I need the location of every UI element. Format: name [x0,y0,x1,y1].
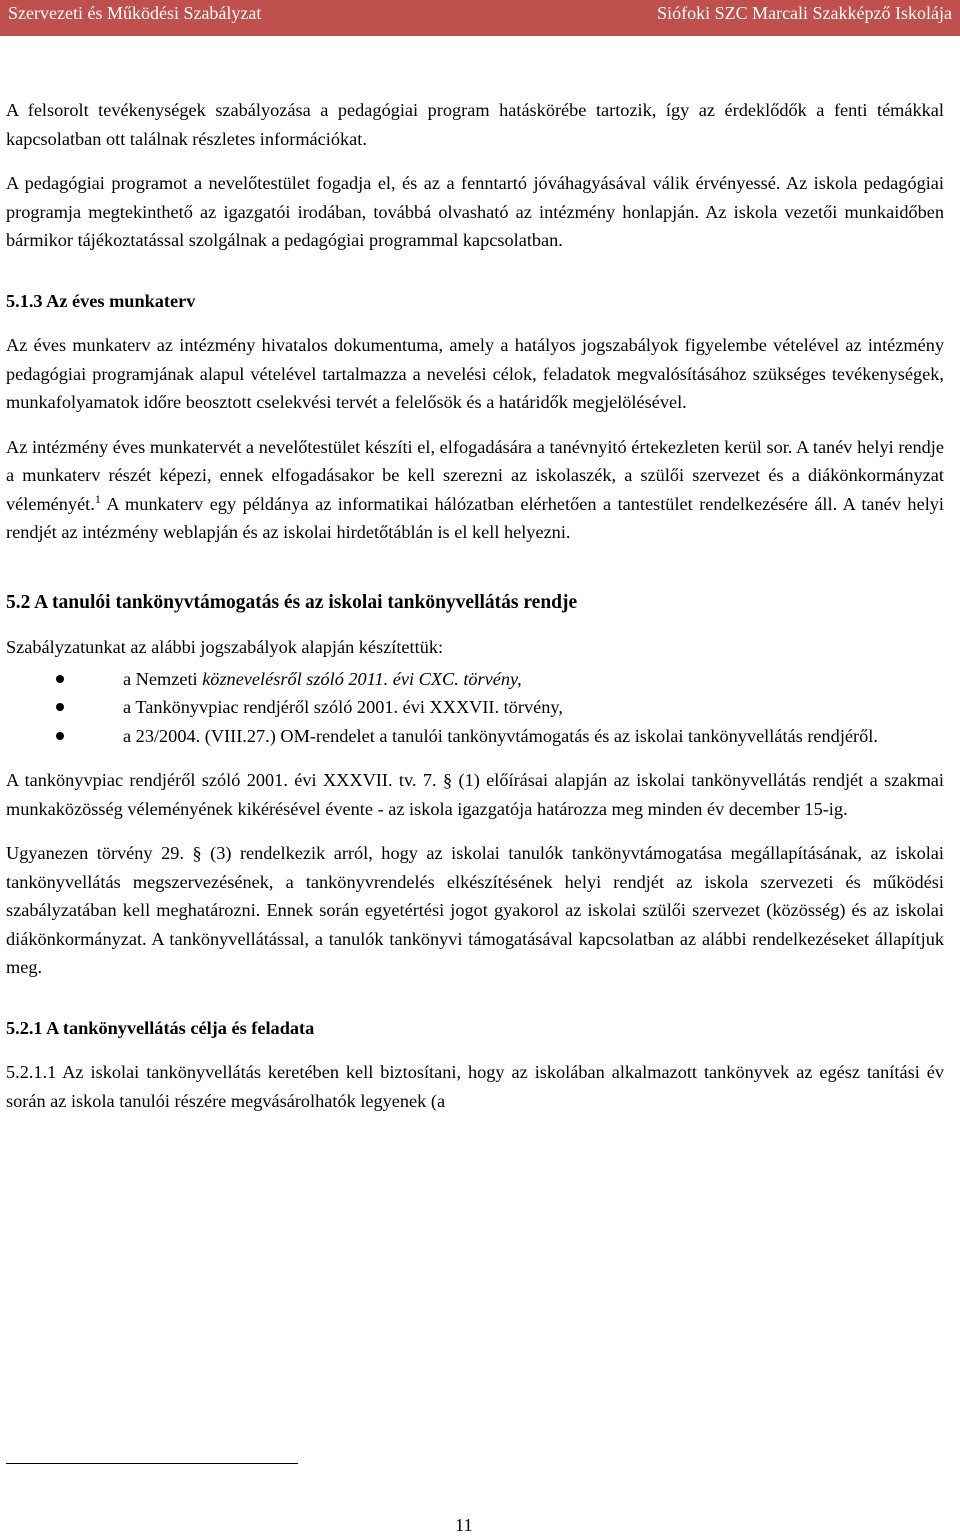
heading-textbook-supply: 5.2 A tanulói tankönyvtámogatás és az iskolai tankönyvellátás rendje [6,591,578,613]
law-list-item: a Tankönyvpiac rendjéről szóló 2001. évi XXXVII. törvény, [6,693,944,722]
law-item-prefix: a Nemzeti [123,668,203,689]
paragraph-textbook-market-law: A tankönyvpiac rendjéről szóló 2001. évi XXXVII. tv. 7. § (1) előírásai alapján az iskolai tankönyvellátás rendjét a szakmai munkaközösség véleményének kikérésével évente - az iskola igazgatója határozza meg minden év december 15-ig. [6,770,944,819]
paragraph-activities: A felsorolt tevékenységek szabályozása a pedagógiai program hatáskörébe tartozik, így az érdeklődők a fenti témákkal kapcsolatban ott találnak részletes információkat. [6,100,944,149]
paragraph-textbook-supply-goal: 5.2.1.1 Az iskolai tankönyvellátás keretében kell biztosítani, hogy az iskolában alkalmazott tankönyvek az egész tanítási év során az iskola tanulói részére megvásárolhatók legyenek (a [6,1062,944,1111]
paragraph-work-plan-adoption [6,433,944,547]
footnote-separator [6,1463,298,1464]
law-item-title: köznevelésről szóló 2011. évi CXC. törvény, [202,668,522,689]
page-number: 11 [455,1515,473,1535]
work-plan-adoption-text: Az intézmény éves munkatervét a nevelőtestület készíti el, elfogadására a tanévnyitó értekezleten kerül sor. A tanév helyi rendje a munkaterv részét képezi, ennek elfogadásakor be kell szerezni az iskolaszék, a szülői szervezet és a diákönkormányzat véleményét. [6,436,944,514]
header-school-name: Siófoki SZC Marcali Szakképző Iskolája [657,3,952,23]
footnote-reference[interactable]: 1 [94,491,101,506]
paragraph-work-plan-definition: Az éves munkaterv az intézmény hivatalos dokumentuma, amely a hatályos jogszabályok figyelembe vételével az intézmény pedagógiai programjának alapul vételével tartalmazza a nevelési célok, feladatok megvalósításához szükséges tevékenységek, munkafolyamatok időre beosztott cselekvési tervét a felelősök és a határidők megjelölésével. [6,335,944,412]
law-list [6,665,944,751]
paragraph-regulation-intro: Szabályzatunkat az alábbi jogszabályok alapján készítettük: [6,637,444,657]
work-plan-availability-text: A munkaterv egy példánya az informatikai hálózatban elérhetően a tantestület rendelkezésére áll. A tanév helyi rendjét az intézmény weblapján és az iskolai hirdetőtáblán is el kell helyezni. [6,493,944,542]
document-body [6,96,944,1115]
paragraph-pedagogical-program: A pedagógiai programot a nevelőtestület fogadja el, és az a fenntartó jóváhagyásával válik érvényessé. Az iskola pedagógiai programja megtekinthető az igazgatói irodában, továbbá olvasható az intézmény honlapján. Az iskola vezetői munkaidőben bármikor tájékoztatással szolgálnak a pedagógiai programmal kapcsolatban. [6,173,944,250]
heading-textbook-supply-goal: 5.2.1 A tankönyvellátás célja és feladata [6,1017,315,1038]
heading-annual-work-plan: 5.1.3 Az éves munkaterv [6,290,196,311]
paragraph-same-law-provisions: Ugyanezen törvény 29. § (3) rendelkezik arról, hogy az iskolai tanulók tankönyvtámogatása megállapításának, az iskolai tankönyvellátás megszervezésének, a tankönyvrendelés elkészítésének helyi rendjét az iskola szervezeti és működési szabályzatában kell meghatározni. Ennek során egyetértési jogot gyakorol az iskolai szülői szervezet (közösség) és az iskolai diákönkormányzat. A tankönyvellátással, a tanulók tankönyvi támogatásával kapcsolatban az alábbi rendelkezéseket állapítjuk meg. [6,843,944,977]
page-header [0,0,960,36]
law-list-item [6,665,944,694]
law-list-item: a 23/2004. (VIII.27.) OM-rendelet a tanulói tankönyvtámogatás és az iskolai tankönyvellátás rendjéről. [6,722,944,751]
header-document-title: Szervezeti és Működési Szabályzat [8,3,262,23]
